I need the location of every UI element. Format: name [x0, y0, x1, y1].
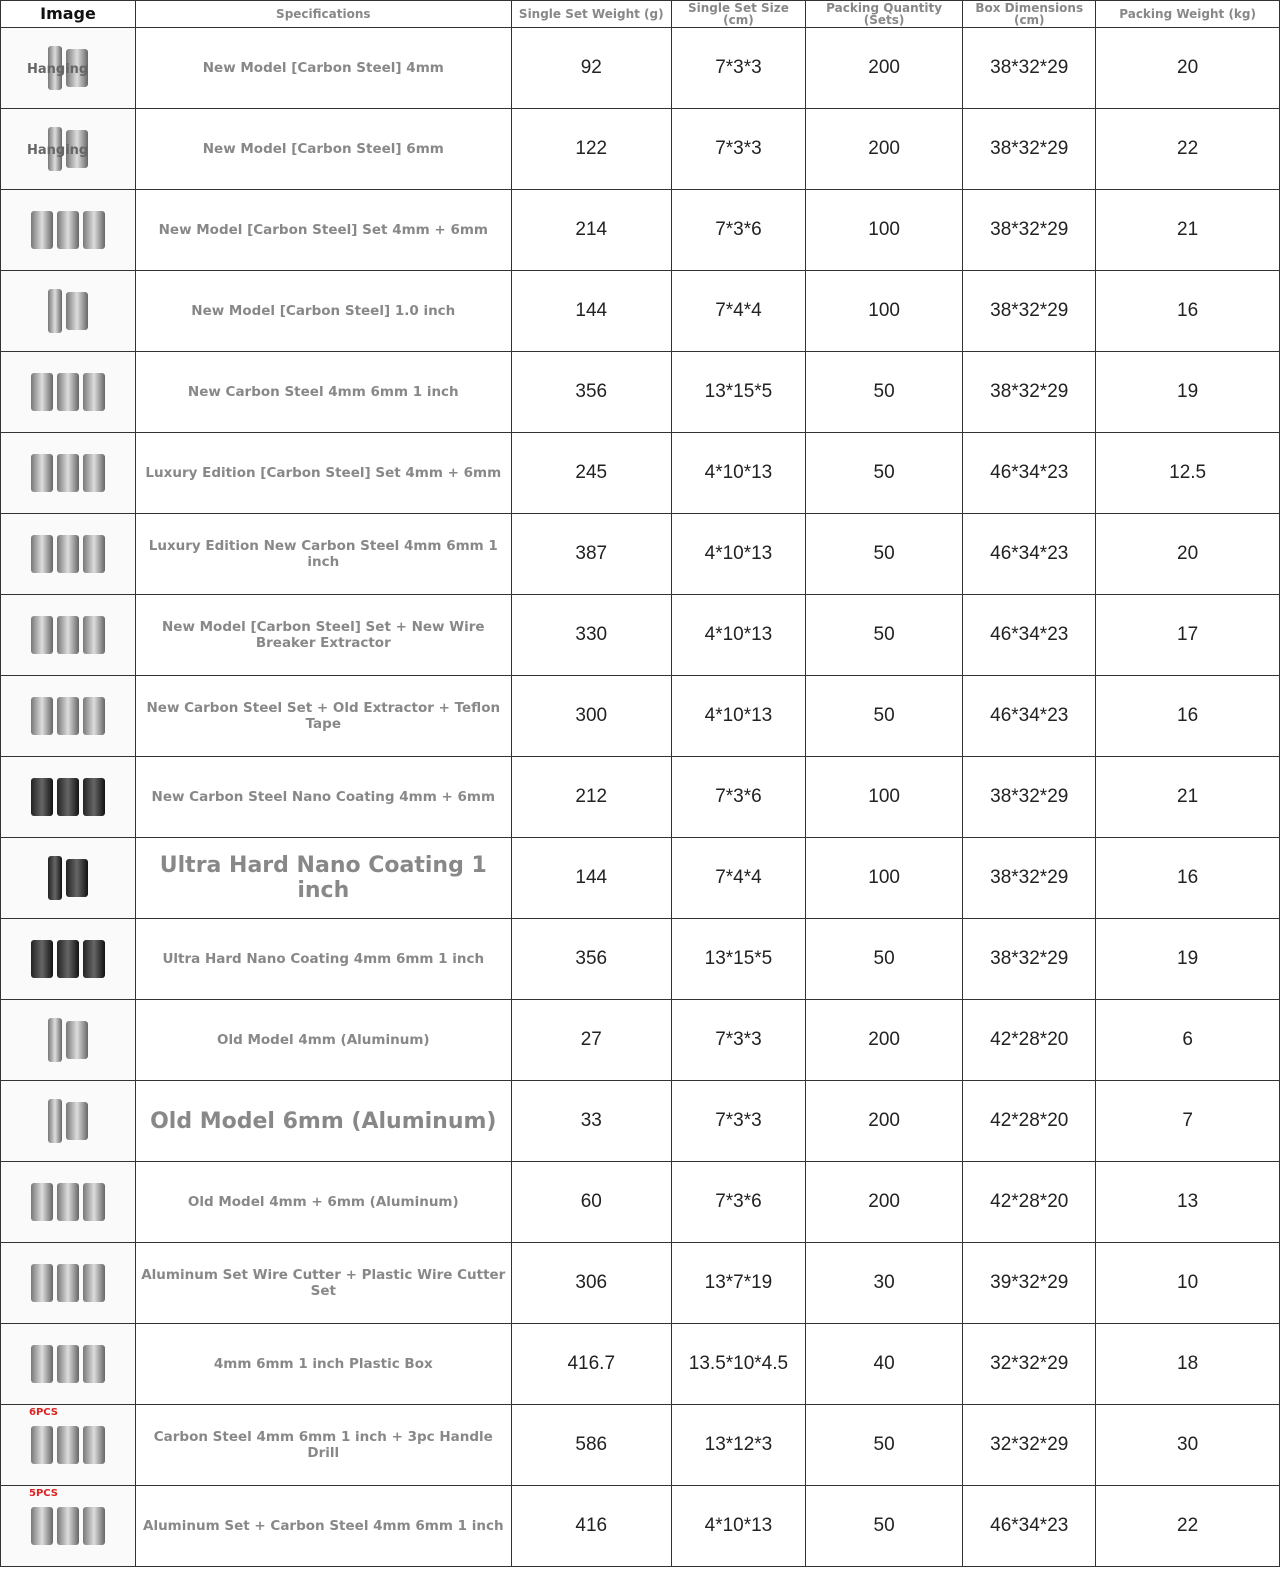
size-cell: 7*4*4	[671, 838, 805, 919]
table-row	[1, 838, 1280, 919]
product-part-shape	[57, 211, 79, 249]
product-thumbnail	[5, 356, 131, 428]
spec-cell: Luxury Edition New Carbon Steel 4mm 6mm 1 inch	[136, 514, 512, 595]
product-thumbnail	[5, 275, 131, 347]
quantity-cell: 50	[805, 352, 962, 433]
product-part-shape	[48, 1018, 62, 1062]
weight-cell: 212	[511, 757, 671, 838]
weight-cell: 122	[511, 109, 671, 190]
spec-cell: New Carbon Steel 4mm 6mm 1 inch	[136, 352, 512, 433]
box-dimensions-cell: 46*34*23	[963, 1486, 1096, 1567]
weight-cell: 33	[511, 1081, 671, 1162]
product-image	[1, 757, 136, 838]
product-part-shape	[31, 778, 53, 816]
header-size: Single Set Size (cm)	[671, 1, 805, 28]
product-thumbnail	[5, 1409, 131, 1481]
box-dimensions-cell: 46*34*23	[963, 433, 1096, 514]
product-part-shape	[83, 1183, 105, 1221]
product-part-shape	[31, 454, 53, 492]
product-part-shape	[31, 697, 53, 735]
product-part-shape	[83, 535, 105, 573]
product-part-shape	[57, 1507, 79, 1545]
packing-weight-cell: 13	[1096, 1162, 1280, 1243]
product-thumbnail	[5, 923, 131, 995]
spec-cell: 4mm 6mm 1 inch Plastic Box	[136, 1324, 512, 1405]
product-image	[1, 919, 136, 1000]
weight-cell: 586	[511, 1405, 671, 1486]
table-row	[1, 1081, 1280, 1162]
product-part-shape	[31, 535, 53, 573]
box-dimensions-cell: 32*32*29	[963, 1324, 1096, 1405]
box-dimensions-cell: 42*28*20	[963, 1000, 1096, 1081]
size-cell: 13*15*5	[671, 352, 805, 433]
box-dimensions-cell: 38*32*29	[963, 28, 1096, 109]
box-dimensions-cell: 46*34*23	[963, 595, 1096, 676]
product-thumbnail	[5, 1490, 131, 1562]
table-row	[1, 352, 1280, 433]
table-row	[1, 757, 1280, 838]
quantity-cell: 50	[805, 514, 962, 595]
packing-weight-cell: 10	[1096, 1243, 1280, 1324]
spec-cell: Ultra Hard Nano Coating 4mm 6mm 1 inch	[136, 919, 512, 1000]
product-part-shape	[66, 1102, 88, 1140]
box-dimensions-cell: 42*28*20	[963, 1081, 1096, 1162]
size-cell: 7*3*3	[671, 28, 805, 109]
product-image	[1, 190, 136, 271]
weight-cell: 356	[511, 352, 671, 433]
packing-weight-cell: 20	[1096, 514, 1280, 595]
header-row	[1, 1, 1280, 28]
quantity-cell: 50	[805, 1405, 962, 1486]
weight-cell: 300	[511, 676, 671, 757]
product-part-shape	[57, 1264, 79, 1302]
box-dimensions-cell: 38*32*29	[963, 352, 1096, 433]
box-dimensions-cell: 32*32*29	[963, 1405, 1096, 1486]
product-image	[1, 352, 136, 433]
size-cell: 7*3*3	[671, 1000, 805, 1081]
spec-cell: New Model [Carbon Steel] Set 4mm + 6mm	[136, 190, 512, 271]
size-cell: 7*3*6	[671, 757, 805, 838]
size-cell: 13*15*5	[671, 919, 805, 1000]
box-dimensions-cell: 38*32*29	[963, 838, 1096, 919]
product-part-shape	[31, 1426, 53, 1464]
quantity-cell: 100	[805, 757, 962, 838]
product-part-shape	[83, 940, 105, 978]
box-dimensions-cell: 38*32*29	[963, 757, 1096, 838]
weight-cell: 27	[511, 1000, 671, 1081]
table-row	[1, 1324, 1280, 1405]
product-part-shape	[83, 778, 105, 816]
packing-weight-cell: 22	[1096, 109, 1280, 190]
spec-cell: Aluminum Set + Carbon Steel 4mm 6mm 1 inch	[136, 1486, 512, 1567]
spec-cell: New Model [Carbon Steel] 1.0 inch	[136, 271, 512, 352]
quantity-cell: 50	[805, 1486, 962, 1567]
table-row	[1, 1000, 1280, 1081]
weight-cell: 416.7	[511, 1324, 671, 1405]
spec-cell: Carbon Steel 4mm 6mm 1 inch + 3pc Handle Drill	[136, 1405, 512, 1486]
packing-weight-cell: 21	[1096, 190, 1280, 271]
product-image	[1, 514, 136, 595]
product-thumbnail	[5, 1247, 131, 1319]
weight-cell: 92	[511, 28, 671, 109]
product-image	[1, 271, 136, 352]
size-cell: 7*3*3	[671, 1081, 805, 1162]
product-part-shape	[83, 697, 105, 735]
product-part-shape	[57, 940, 79, 978]
product-part-shape	[31, 1183, 53, 1221]
size-cell: 4*10*13	[671, 514, 805, 595]
product-part-shape	[83, 1507, 105, 1545]
product-image	[1, 1486, 136, 1567]
header-weight: Single Set Weight (g)	[511, 1, 671, 28]
product-thumbnail	[5, 518, 131, 590]
product-thumbnail	[5, 1085, 131, 1157]
table-row	[1, 28, 1280, 109]
box-dimensions-cell: 38*32*29	[963, 109, 1096, 190]
box-dimensions-cell: 38*32*29	[963, 271, 1096, 352]
spec-cell: Ultra Hard Nano Coating 1 inch	[136, 838, 512, 919]
table-row	[1, 595, 1280, 676]
product-thumbnail	[5, 1328, 131, 1400]
quantity-cell: 30	[805, 1243, 962, 1324]
product-thumbnail	[5, 680, 131, 752]
product-part-shape	[57, 616, 79, 654]
product-image	[1, 1081, 136, 1162]
product-image	[1, 595, 136, 676]
spec-cell: Old Model 6mm (Aluminum)	[136, 1081, 512, 1162]
table-row	[1, 1486, 1280, 1567]
size-cell: 4*10*13	[671, 433, 805, 514]
spec-cell: Aluminum Set Wire Cutter + Plastic Wire Cutter Set	[136, 1243, 512, 1324]
packing-weight-cell: 16	[1096, 676, 1280, 757]
image-label: Hanging	[27, 62, 89, 77]
box-dimensions-cell: 39*32*29	[963, 1243, 1096, 1324]
header-image: Image	[1, 1, 136, 28]
product-part-shape	[57, 1183, 79, 1221]
product-image	[1, 109, 136, 190]
packing-weight-cell: 16	[1096, 271, 1280, 352]
product-part-shape	[48, 289, 62, 333]
packing-weight-cell: 7	[1096, 1081, 1280, 1162]
product-part-shape	[31, 1345, 53, 1383]
spec-cell: Luxury Edition [Carbon Steel] Set 4mm + 6mm	[136, 433, 512, 514]
size-cell: 4*10*13	[671, 595, 805, 676]
packing-weight-cell: 18	[1096, 1324, 1280, 1405]
product-part-shape	[83, 454, 105, 492]
product-thumbnail	[5, 194, 131, 266]
size-cell: 13*7*19	[671, 1243, 805, 1324]
product-image	[1, 1162, 136, 1243]
product-part-shape	[66, 292, 88, 330]
product-part-shape	[57, 1345, 79, 1383]
packing-weight-cell: 17	[1096, 595, 1280, 676]
quantity-cell: 40	[805, 1324, 962, 1405]
quantity-cell: 100	[805, 190, 962, 271]
box-dimensions-cell: 42*28*20	[963, 1162, 1096, 1243]
product-part-shape	[31, 1507, 53, 1545]
weight-cell: 60	[511, 1162, 671, 1243]
table-row	[1, 190, 1280, 271]
product-part-shape	[83, 616, 105, 654]
box-dimensions-cell: 46*34*23	[963, 514, 1096, 595]
spec-cell: New Model [Carbon Steel] 4mm	[136, 28, 512, 109]
product-image	[1, 1324, 136, 1405]
product-part-shape	[57, 778, 79, 816]
product-part-shape	[83, 373, 105, 411]
table-row	[1, 1162, 1280, 1243]
weight-cell: 306	[511, 1243, 671, 1324]
weight-cell: 144	[511, 838, 671, 919]
product-part-shape	[57, 535, 79, 573]
weight-cell: 214	[511, 190, 671, 271]
weight-cell: 416	[511, 1486, 671, 1567]
table-row	[1, 271, 1280, 352]
size-cell: 7*3*3	[671, 109, 805, 190]
header-quantity: Packing Quantity (Sets)	[805, 1, 962, 28]
box-dimensions-cell: 38*32*29	[963, 919, 1096, 1000]
table-row	[1, 433, 1280, 514]
size-cell: 13.5*10*4.5	[671, 1324, 805, 1405]
size-cell: 4*10*13	[671, 1486, 805, 1567]
quantity-cell: 50	[805, 595, 962, 676]
weight-cell: 245	[511, 433, 671, 514]
quantity-cell: 200	[805, 1081, 962, 1162]
packing-weight-cell: 22	[1096, 1486, 1280, 1567]
product-part-shape	[31, 616, 53, 654]
product-part-shape	[31, 373, 53, 411]
product-thumbnail	[5, 1166, 131, 1238]
product-part-shape	[83, 1426, 105, 1464]
packing-weight-cell: 19	[1096, 919, 1280, 1000]
size-cell: 4*10*13	[671, 676, 805, 757]
product-thumbnail	[5, 842, 131, 914]
quantity-cell: 200	[805, 28, 962, 109]
quantity-cell: 50	[805, 433, 962, 514]
quantity-cell: 100	[805, 271, 962, 352]
product-image	[1, 1405, 136, 1486]
product-part-shape	[31, 211, 53, 249]
product-part-shape	[66, 859, 88, 897]
product-image	[1, 1243, 136, 1324]
product-image	[1, 676, 136, 757]
header-packing-weight: Packing Weight (kg)	[1096, 1, 1280, 28]
packing-weight-cell: 6	[1096, 1000, 1280, 1081]
pieces-badge: 5PCS	[29, 1488, 59, 1499]
size-cell: 7*3*6	[671, 1162, 805, 1243]
quantity-cell: 200	[805, 1000, 962, 1081]
product-thumbnail	[5, 437, 131, 509]
spec-cell: New Carbon Steel Set + Old Extractor + Teflon Tape	[136, 676, 512, 757]
product-part-shape	[48, 1099, 62, 1143]
product-thumbnail	[5, 761, 131, 833]
product-part-shape	[83, 211, 105, 249]
size-cell: 13*12*3	[671, 1405, 805, 1486]
product-thumbnail	[5, 599, 131, 671]
packing-weight-cell: 20	[1096, 28, 1280, 109]
packing-weight-cell: 21	[1096, 757, 1280, 838]
image-label: Hanging	[27, 143, 89, 158]
packing-weight-cell: 30	[1096, 1405, 1280, 1486]
weight-cell: 330	[511, 595, 671, 676]
packing-weight-cell: 12.5	[1096, 433, 1280, 514]
table-row	[1, 109, 1280, 190]
table-row	[1, 1405, 1280, 1486]
spec-cell: New Model [Carbon Steel] 6mm	[136, 109, 512, 190]
pieces-badge: 6PCS	[29, 1407, 59, 1418]
packing-weight-cell: 19	[1096, 352, 1280, 433]
product-part-shape	[48, 856, 62, 900]
spec-cell: New Carbon Steel Nano Coating 4mm + 6mm	[136, 757, 512, 838]
product-image	[1, 433, 136, 514]
product-part-shape	[57, 373, 79, 411]
product-part-shape	[57, 697, 79, 735]
product-thumbnail	[5, 1004, 131, 1076]
product-part-shape	[31, 940, 53, 978]
product-part-shape	[66, 1021, 88, 1059]
box-dimensions-cell: 38*32*29	[963, 190, 1096, 271]
product-part-shape	[83, 1345, 105, 1383]
packing-weight-cell: 16	[1096, 838, 1280, 919]
product-part-shape	[57, 454, 79, 492]
product-part-shape	[31, 1264, 53, 1302]
quantity-cell: 200	[805, 109, 962, 190]
quantity-cell: 50	[805, 919, 962, 1000]
table-row	[1, 514, 1280, 595]
product-part-shape	[57, 1426, 79, 1464]
quantity-cell: 50	[805, 676, 962, 757]
product-image	[1, 1000, 136, 1081]
spec-cell: Old Model 4mm + 6mm (Aluminum)	[136, 1162, 512, 1243]
size-cell: 7*4*4	[671, 271, 805, 352]
quantity-cell: 200	[805, 1162, 962, 1243]
size-cell: 7*3*6	[671, 190, 805, 271]
spec-cell: Old Model 4mm (Aluminum)	[136, 1000, 512, 1081]
weight-cell: 144	[511, 271, 671, 352]
weight-cell: 387	[511, 514, 671, 595]
quantity-cell: 100	[805, 838, 962, 919]
table-row	[1, 919, 1280, 1000]
spec-cell: New Model [Carbon Steel] Set + New Wire Breaker Extractor	[136, 595, 512, 676]
header-specifications: Specifications	[136, 1, 512, 28]
header-box-dimensions: Box Dimensions (cm)	[963, 1, 1096, 28]
weight-cell: 356	[511, 919, 671, 1000]
product-part-shape	[83, 1264, 105, 1302]
product-image	[1, 838, 136, 919]
table-row	[1, 676, 1280, 757]
box-dimensions-cell: 46*34*23	[963, 676, 1096, 757]
table-row	[1, 1243, 1280, 1324]
product-image	[1, 28, 136, 109]
